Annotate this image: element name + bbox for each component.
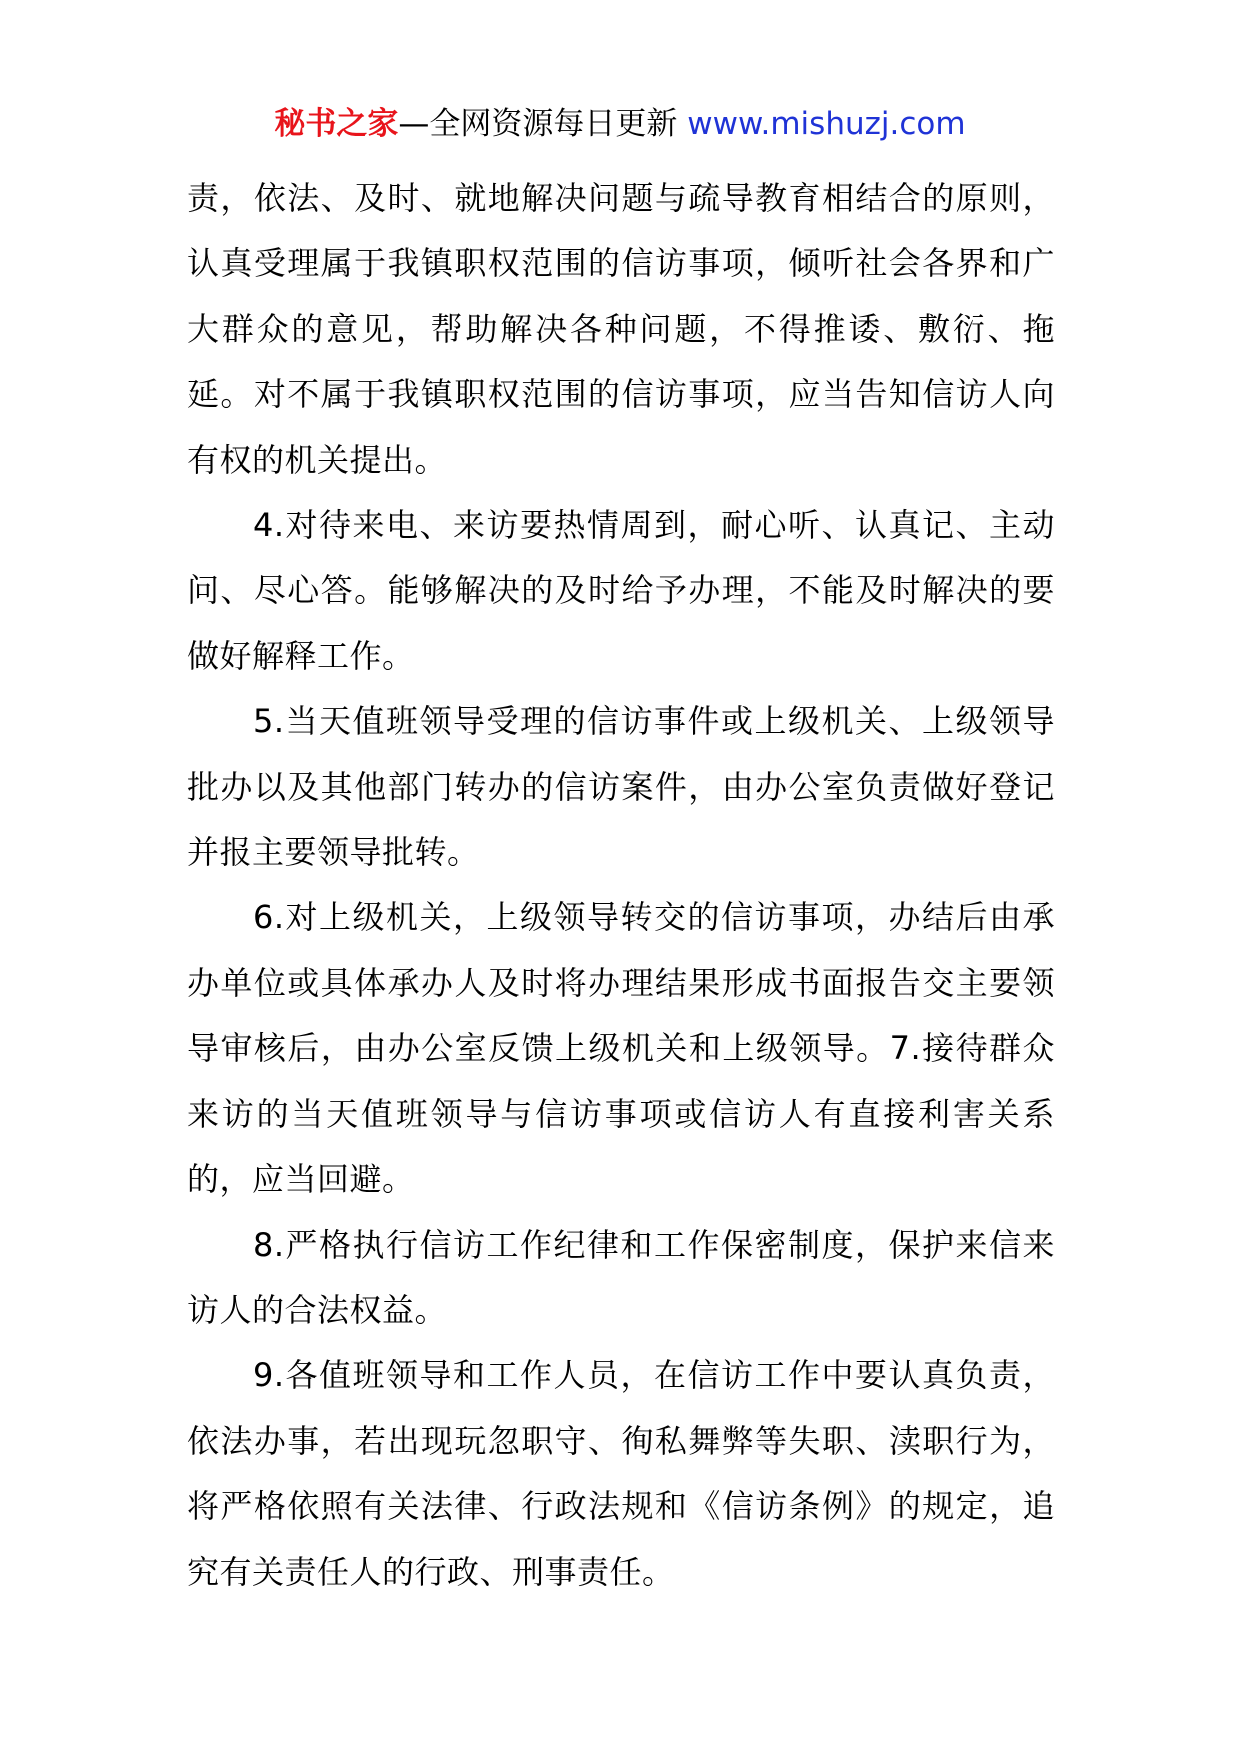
paragraph-continuation: 责，依法、及时、就地解决问题与疏导教育相结合的原则，认真受理属于我镇职权范围的信访事项，倾听社会各界和广大群众的意见，帮助解决各种问题，不得推诿、敷衍、拖延。对不属于我镇职权范围的信访事项，应当告知信访人向有权的机关提出。 bbox=[187, 179, 1055, 479]
paragraph-item-8: 8.严格执行信访工作纪律和工作保密制度，保护来信来访人的合法权益。 bbox=[187, 1225, 1055, 1329]
header-tagline: —全网资源每日更新 bbox=[398, 106, 678, 142]
paragraph-item-4: 4.对待来电、来访要热情周到，耐心听、认真记、主动问、尽心答。能够解决的及时给予办理，不能及时解决的要做好解释工作。 bbox=[187, 506, 1055, 675]
document-body bbox=[187, 166, 1055, 1605]
paragraph-item-5: 5.当天值班领导受理的信访事件或上级机关、上级领导批办以及其他部门转办的信访案件，由办公室负责做好登记并报主要领导批转。 bbox=[187, 702, 1055, 872]
paragraph-item-9: 9.各值班领导和工作人员，在信访工作中要认真负责，依法办事，若出现玩忽职守、徇私舞弊等失职、渎职行为，将严格依照有关法律、行政法规和《信访条例》的规定，追究有关责任人的行政、刑事责任。 bbox=[187, 1356, 1055, 1591]
site-url-link[interactable]: www.mishuzj.com bbox=[687, 106, 966, 142]
paragraph-item-6: 6.对上级机关，上级领导转交的信访事项，办结后由承办单位或具体承办人及时将办理结果形成书面报告交主要领导审核后，由办公室反馈上级机关和上级领导。7.接待群众来访的当天值班领导与信访事项或信访人有直接利害关系的，应当回避。 bbox=[187, 898, 1055, 1199]
page-header bbox=[0, 100, 1240, 148]
brand-name: 秘书之家 bbox=[274, 106, 399, 142]
